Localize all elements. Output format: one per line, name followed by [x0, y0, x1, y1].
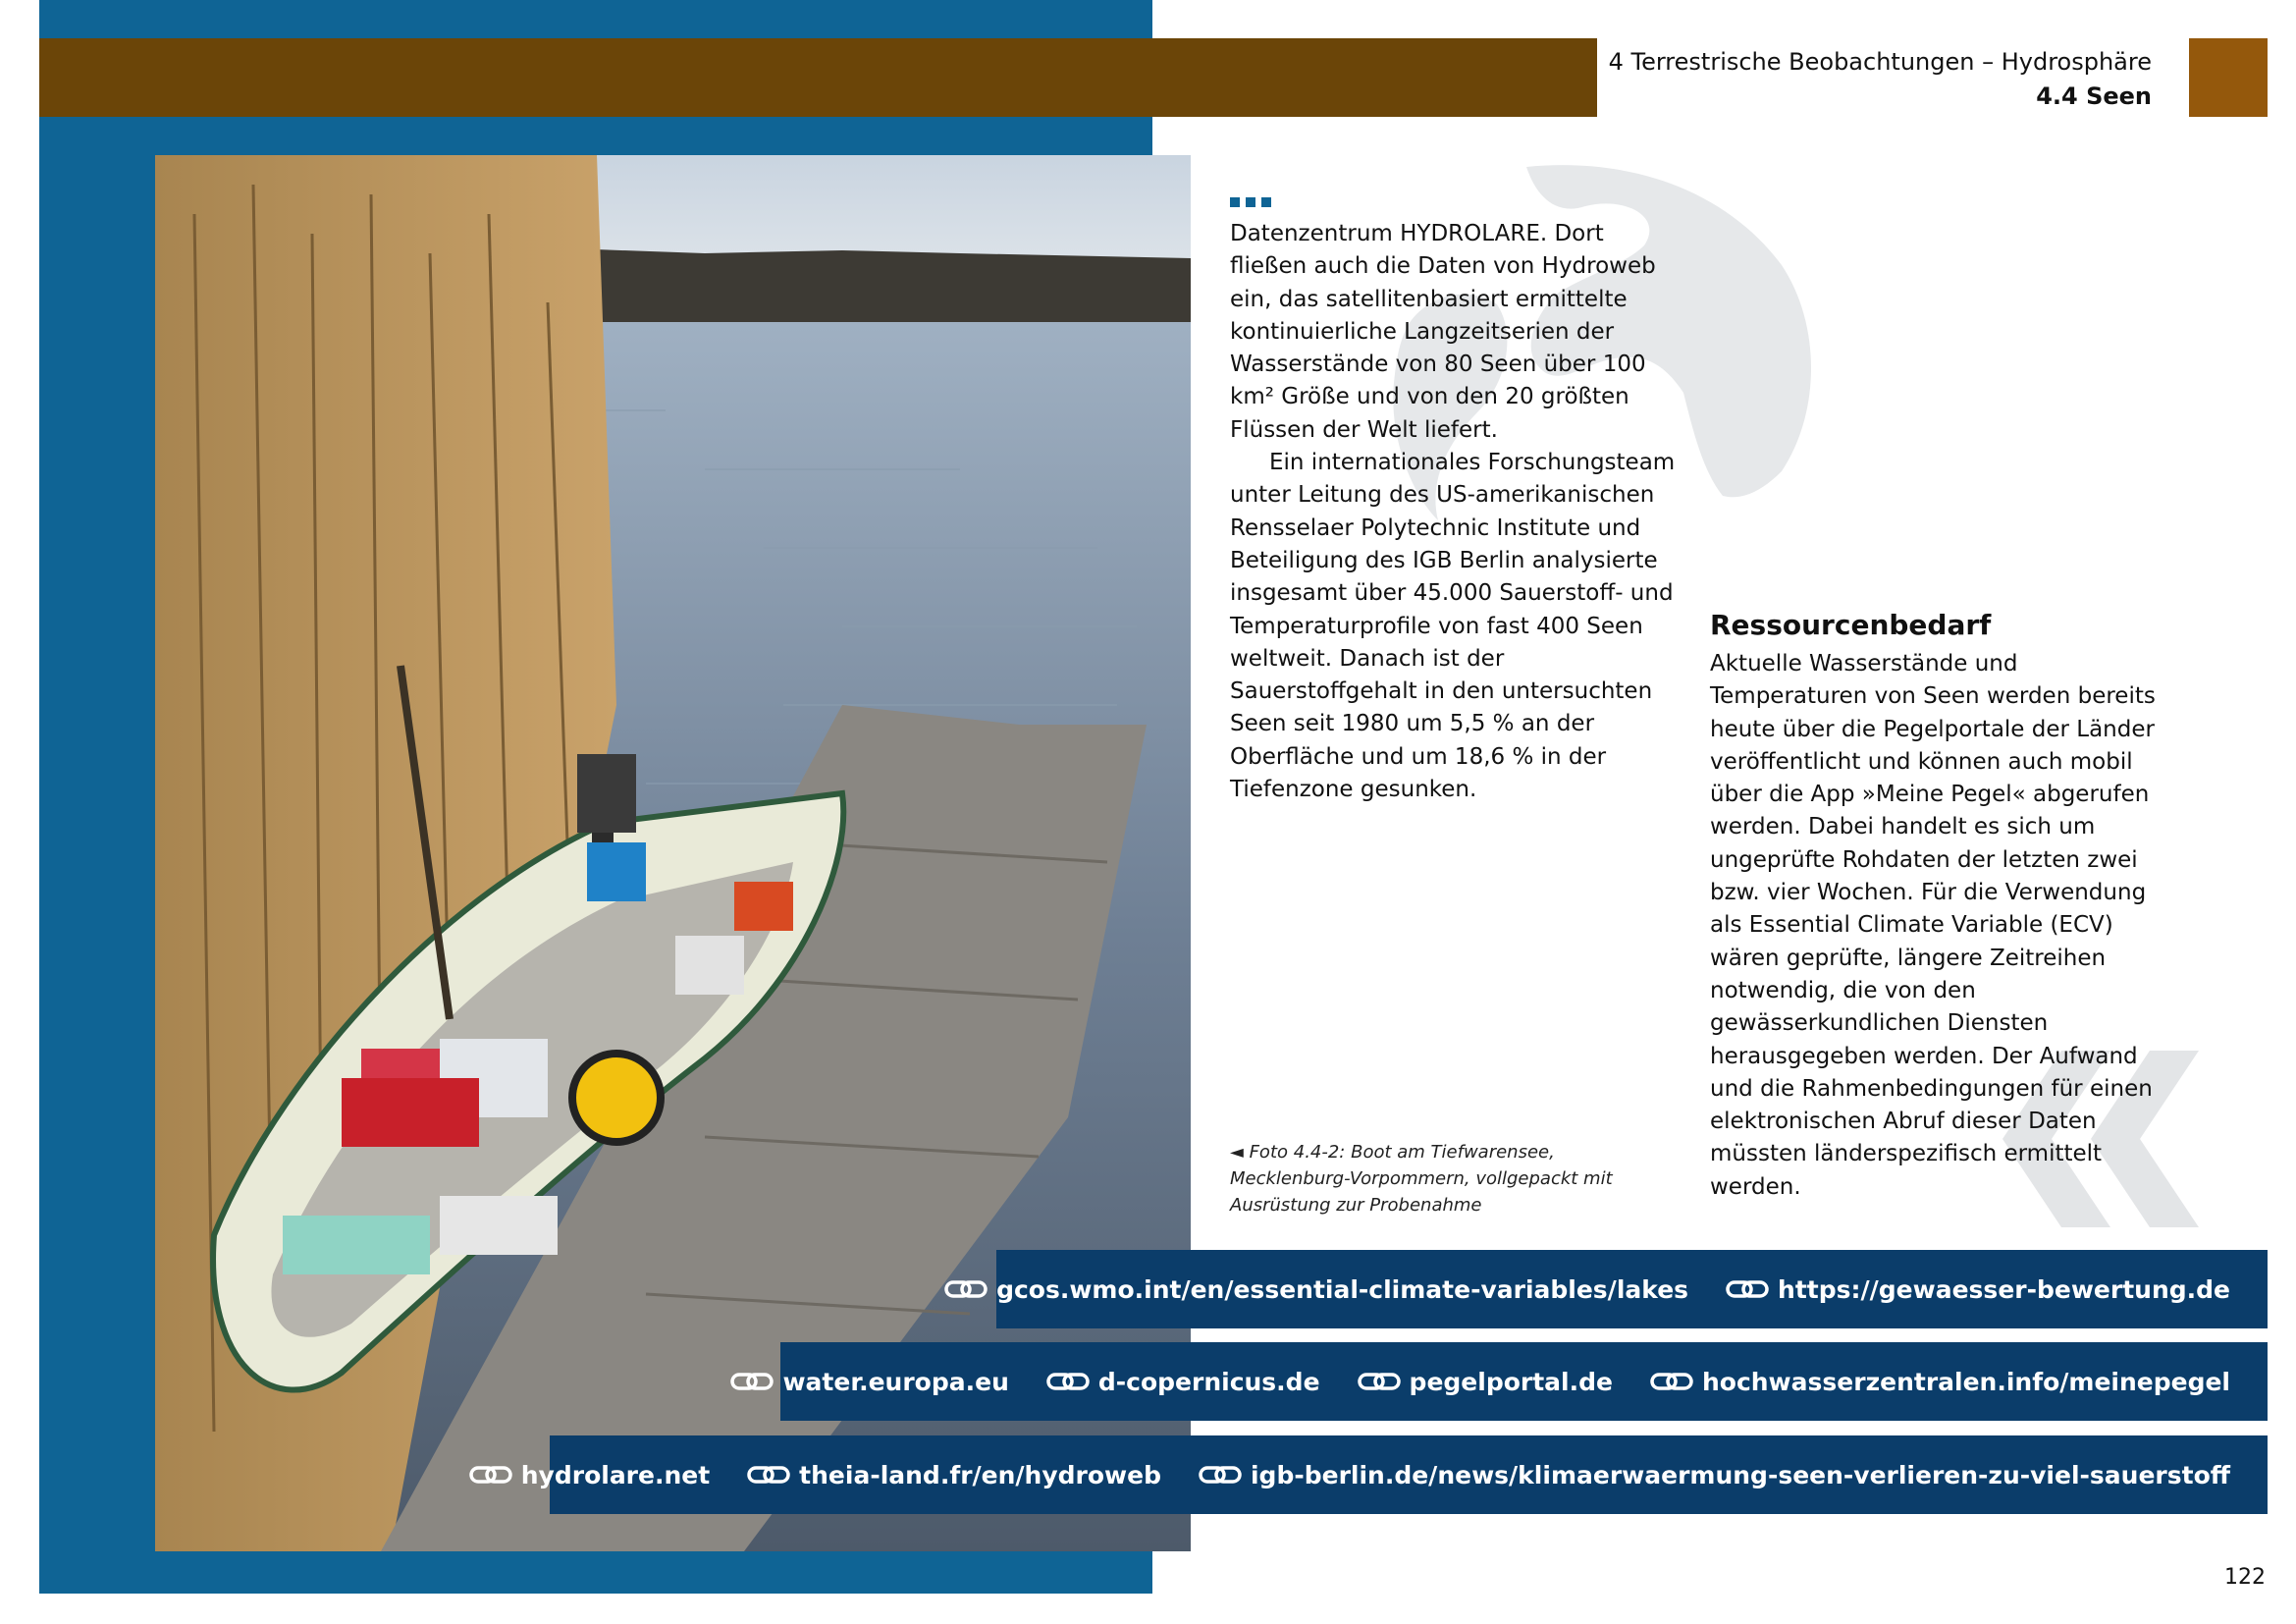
- chapter-title: 4 Terrestrische Beobachtungen – Hydrosphäre: [1608, 48, 2152, 76]
- paragraph-oxygen-study: Ein internationales Forschungsteam unter Leitung des US-amerikanischen Rensselaer Polytechnic Institute und Beteiligung des IGB Berlin analysierte insgesamt über 45.000 Sauerstoff- und Temperaturprofile von fast 400 Seen weltweit. Danach ist der Sauerstoffgehalt in den untersuchten Seen seit 1980 um 5,5 % an der Oberfläche und um 18,6 % in der Tiefenzone gesunken.: [1230, 450, 1676, 803]
- running-header: [1609, 45, 2152, 114]
- chain-link-icon: [747, 1464, 790, 1486]
- link-theia-hydroweb[interactable]: [747, 1461, 1161, 1489]
- chain-link-icon: [944, 1278, 988, 1300]
- link-text: water.europa.eu: [782, 1367, 1009, 1396]
- link-text: d-copernicus.de: [1097, 1367, 1320, 1396]
- link-text: hochwasserzentralen.info/meinepegel: [1701, 1367, 2230, 1396]
- chain-link-icon: [1358, 1371, 1401, 1392]
- paragraph-hydrolare: Datenzentrum HYDROLARE. Dort fließen auch die Daten von Hydroweb ein, das satellitenbasiert ermittelte kontinuierliche Langzeitserien der Wasserstände von 80 Seen über 100 km² Größe und von den 20 größten Flüssen der Welt liefert.: [1230, 221, 1656, 443]
- link-igb-berlin[interactable]: [1199, 1461, 2230, 1489]
- photo-caption: [1230, 1139, 1662, 1218]
- link-d-copernicus[interactable]: [1046, 1368, 1320, 1396]
- heading-ressourcenbedarf: Ressourcenbedarf: [1710, 609, 1992, 641]
- header-accent-square: [2189, 38, 2268, 117]
- ellipsis-dots-icon: [1230, 192, 1277, 211]
- chain-link-icon: [1650, 1371, 1693, 1392]
- link-text: igb-berlin.de/news/klimaerwaermung-seen-verlieren-zu-viel-sauerstoff: [1250, 1460, 2230, 1489]
- link-text: hydrolare.net: [520, 1460, 711, 1489]
- link-pegelportal[interactable]: [1358, 1368, 1613, 1396]
- chain-link-icon: [1046, 1371, 1090, 1392]
- page-number: 122: [2224, 1565, 2266, 1590]
- text-column-left: [1230, 218, 1677, 806]
- link-gewaesser-bewertung[interactable]: [1726, 1275, 2230, 1304]
- paragraph-ressourcenbedarf: Aktuelle Wasserstände und Temperaturen von Seen werden bereits heute über die Pegelportale der Länder veröffentlicht und können auch mobil über die App »Meine Pegel« abgerufen werden. Dabei handelt es sich um ungeprüfte Rohdaten der letzten zwei bzw. vier Wochen. Für die Verwendung als Essential Climate Variable (ECV) wären geprüfte, längere Zeitreihen notwendig, die von den gewässerkundlichen Diensten herausgegeben werden. Der Aufwand und die Rahmenbedingungen für einen elektronischen Abruf dieser Daten müssten länderspezifisch ermittelt werden.: [1710, 651, 2156, 1200]
- header-band: [39, 38, 1597, 117]
- link-gcos[interactable]: [944, 1275, 1688, 1304]
- link-hydrolare[interactable]: [469, 1461, 710, 1489]
- chain-link-icon: [1199, 1464, 1242, 1486]
- chain-link-icon: [469, 1464, 512, 1486]
- caption-marker: ◄: [1230, 1142, 1244, 1163]
- link-hochwasserzentralen[interactable]: [1650, 1368, 2230, 1396]
- text-column-right: [1710, 607, 2157, 1204]
- link-bar-row-1: [996, 1250, 2268, 1328]
- link-bar-row-2: [780, 1342, 2268, 1421]
- link-text: pegelportal.de: [1409, 1367, 1613, 1396]
- link-text: https://gewaesser-bewertung.de: [1778, 1274, 2230, 1304]
- link-water-europa[interactable]: [730, 1368, 1008, 1396]
- link-text: gcos.wmo.int/en/essential-climate-variables/lakes: [996, 1274, 1689, 1304]
- link-bar-row-3: [520, 1435, 2268, 1514]
- section-title: 4.4 Seen: [2036, 82, 2152, 110]
- chain-link-icon: [730, 1371, 774, 1392]
- caption-text: Foto 4.4-2: Boot am Tiefwarensee, Mecklenburg-Vorpommern, vollgepackt mit Ausrüstung zur Probenahme: [1230, 1142, 1613, 1216]
- chain-link-icon: [1726, 1278, 1769, 1300]
- link-text: theia-land.fr/en/hydroweb: [799, 1460, 1161, 1489]
